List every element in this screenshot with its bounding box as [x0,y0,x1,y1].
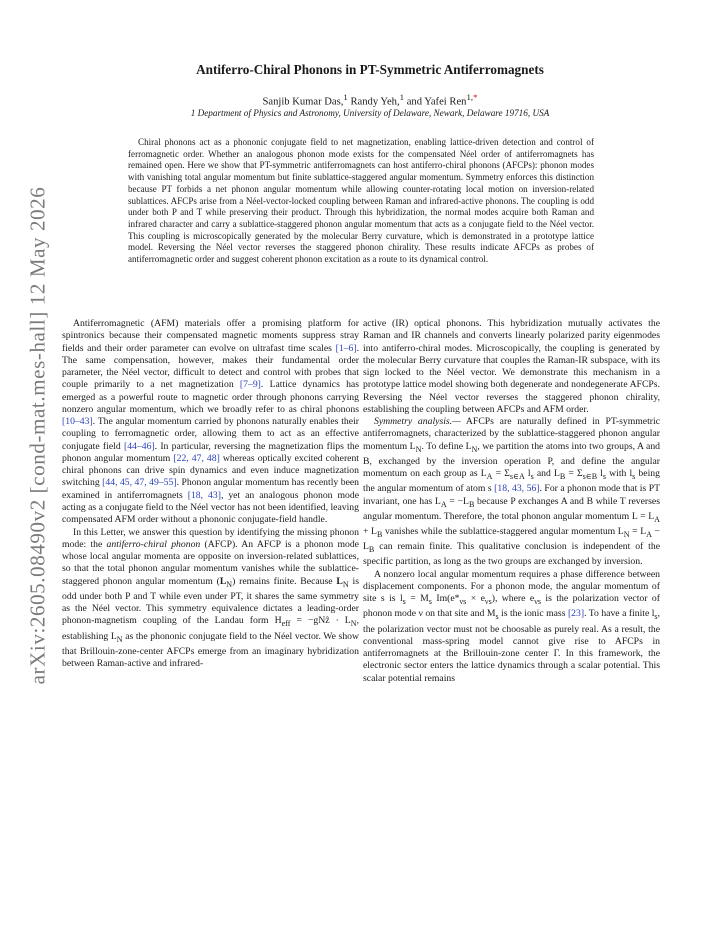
citation-link[interactable]: [7–9] [239,379,261,391]
intro-paragraph-2: In this Letter, we answer this question by identifying the missing phonon mode: the antiferro-chiral phonon (AFCP). An AFCP is a phonon mode whose local angular momenta are opposite on inversion-related sublattices, so that the total phonon angular momentum vanishes while the sublattice-staggered phonon angular momentum $(L_N)$ remains finite. Because $L_N$ is odd under both P and T while even under PT, it shares the same symmetry as the Néel vector. This symmetry equivalence dictates a leading-order phonon-magnetism coupling of the Landau form $H_{eff}$ = −gNẑ · $L_N$, establishing $L_N$ as the phononic conjugate field to the Néel vector. We show that Brillouin-zone-center AFCPs emerge from an imaginary hybridization between Raman-active and infrared- [62,526,360,669]
author-2: Randy Yeh, [347,96,400,108]
section-heading: Symmetry analysis.— [374,416,461,428]
citation-link[interactable]: [18, 43, 56] [494,483,540,495]
arxiv-identifier-text: arXiv:2605.08490v2 [cond-mat.mes-hall] 12 May 2026 [25,186,50,684]
author-2-affil: 1 [399,92,405,102]
corresponding-author-mark[interactable]: * [473,92,478,102]
abstract: Chiral phonons act as a phononic conjugate field to net magnetization, enabling lattice-driven detection and control of ferromagnetic order. Whether an analogous phonon mode exists for the compensated Néel order of antiferromagnets has remained open. Here we show that PT-symmetric antiferromagnets can host antiferro-chiral phonons (AFCPs): phonon modes with vanishing total angular momentum but finite sublattice-staggered angular momentum. Symmetry enforces this distinction because PT forbids a net phonon angular momentum while allowing counter-rotating local motion on inversion-related sublattices. AFCPs arise from a Néel-vector-locked coupling between Raman and infrared-active phonons. The coupling is odd under both P and T while preserving their product. Through this hybridization, the normal modes acquire both Raman and infrared character and carry a sublattice-staggered phonon angular momentum that acts as a conjugate field to the Néel vector. This coupling is microscopically generated by the molecular Berry curvature, which is demonstrated in a prototype lattice model. Reversing the Néel vector reverses the staggered phonon chirality. These results indicate AFCPs as probes of antiferromagnetic order and suggest coherent phonon excitation as a route to its dynamical control. [128,137,594,265]
author-3: and Yafei Ren [404,96,467,108]
emphasis-term: antiferro-chiral phonon [106,538,201,550]
intro-paragraph-1: Antiferromagnetic (AFM) materials offer a promising platform for spintronics because their compensated magnetic moments suppress stray fields and their order parameter can evolve on ultrafast time scales [1–6]. The same compensation, however, makes their fundamental order parameter, the Néel vector, difficult to detect and control with probes that couple primarily to a net magnetization [7–9]. Lattice dynamics has emerged as a powerful route to magnetic order through phonons carrying nonzero angular momentum, which we broadly refer to as chiral phonons [10–43]. The angular momentum carried by phonons naturally enables their coupling to ferromagnetic order, allowing them to act as an effective conjugate field [44–46]. In particular, reversing the magnetization flips the phonon angular momentum [22, 47, 48] whereas optically excited coherent chiral phonons can drive spin dynamics and even induce magnetization switching [44, 45, 47, 49–55]. Phonon angular momentum has recently been examined in antiferromagnets [18, 43], yet an analogous phonon mode acting as a conjugate field to the Néel vector has not been identified, leaving compensated AFM order without a phononic conjugate-field handle. [62,318,360,526]
author-list [80,92,660,108]
intro-paragraph-3: active (IR) optical phonons. This hybridization mutually activates the Raman and IR channels and converts linearly polarized parity eigenmodes into antiferro-chiral modes. Microscopically, the coupling is generated by the molecular Berry curvature that couples the Raman-IR subspace, with its sign locked to the Néel vector. We demonstrate this mechanism in a prototype lattice model showing both degenerate and nondegenerate AFCPs. Reversing the Néel vector reverses the staggered phonon chirality, establishing the coupling between AFCPs and AFM order. [363,318,660,415]
left-column [62,318,359,670]
symmetry-analysis-paragraph: Symmetry analysis.— AFCPs are naturally defined in PT-symmetric antiferromagnets, characterized by the sublattice-staggered phonon angular momentum $L_N$. To define $L_N$, we partition the atoms into two groups, A and B, exchanged by the inversion operation P, and define the angular momentum on each group as $L_A = \Sigma_{s\in A}$ $l_s$ and $L_B = \Sigma_{s\in B}$ $l_s$ with $l_s$ being the angular momentum of atom s [18, 43, 56]. For a phonon mode that is PT invariant, one has $L_A = -L_B$ because P exchanges A and B while T reverses angular momentum. Therefore, the total phonon angular momentum $L = L_A + L_B$ vanishes while the sublattice-staggered angular momentum $L_N = L_A - L_B$ can remain finite. This qualitative conclusion is independent of the specific partition, as long as the two groups are exchanged by inversion. [363,416,661,568]
citation-link[interactable]: [44–46] [123,440,155,452]
citation-link[interactable]: [1–6] [335,342,357,354]
citation-link[interactable]: [10–43] [62,416,93,428]
author-1: Sanjib Kumar Das, [262,96,344,108]
paper-title: Antiferro-Chiral Phonons in PT-Symmetric Antiferromagnets [196,62,544,77]
arxiv-identifier [20,186,56,684]
citation-link[interactable]: [18, 43] [187,489,221,501]
right-column [363,318,660,685]
author-3-affil: 1, [466,92,474,102]
citation-link[interactable]: [44, 45, 47, 49–55] [102,477,177,489]
affiliation: 1 Department of Physics and Astronomy, University of Delaware, Newark, Delaware 19716, USA [190,108,550,118]
citation-link[interactable]: [23] [567,608,585,620]
angular-momentum-paragraph: A nonzero local angular momentum requires a phase difference between displacement components. For a phonon mode, the angular momentum of site s is $l_s = M_s$ $Im(e*_{\nu s} \times e_{\nu s})$, where $e_{\nu s}$ is the polarization vector of phonon mode ν on that site and $M_s$ is the ionic mass [23]. To have a finite $l_s$, the polarization vector must not be choosable as purely real. As a result, the conventional mass-spring model cannot give rise to AFCPs in antiferromagnets at the Brillouin-zone center Γ. In this framework, the electronic sector enters the lattice dynamics through a scalar potential. This scalar potential remains [363,568,660,684]
citation-link[interactable]: [22, 47, 48] [173,452,220,464]
author-1-affil: 1 [343,92,348,102]
